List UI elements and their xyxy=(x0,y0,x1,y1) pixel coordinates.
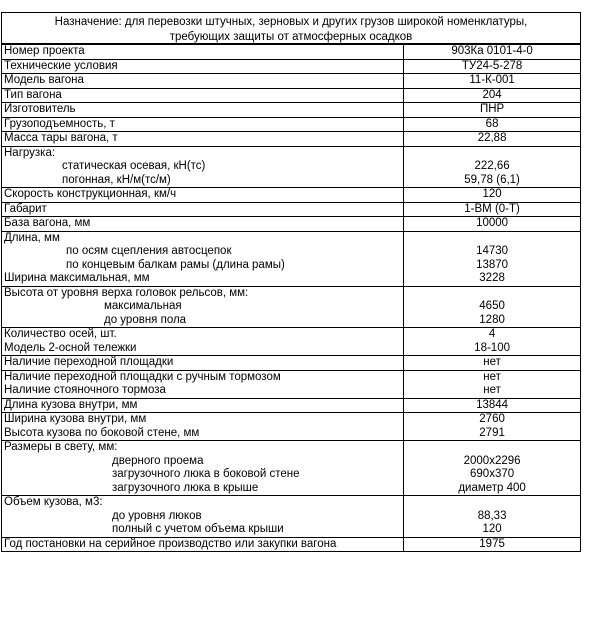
table-row xyxy=(2,328,581,356)
param-label: Год постановки на серийное производство или закупки вагона xyxy=(4,537,337,550)
param-value-cell xyxy=(404,217,581,232)
param-value xyxy=(406,496,578,510)
table-row xyxy=(2,370,581,398)
param-label-cell xyxy=(2,103,404,118)
param-value-cell xyxy=(404,45,581,60)
param-label: Объем кузова, м3: xyxy=(4,496,103,508)
param-value xyxy=(406,287,578,301)
param-label: Габарит xyxy=(4,202,47,215)
param-label: Технические условия xyxy=(4,59,118,72)
param-label: Модель 2-осной тележки xyxy=(4,341,137,354)
param-label: Тип вагона xyxy=(4,88,62,101)
param-value: 222,66 xyxy=(474,160,510,172)
table-row xyxy=(2,74,581,89)
param-label: до уровня люков xyxy=(112,509,202,522)
param-value-cell xyxy=(404,231,581,286)
param-label: Размеры в свету, мм: xyxy=(4,441,118,453)
table-row xyxy=(2,59,581,74)
spec-table xyxy=(1,44,581,552)
param-label-cell xyxy=(2,370,404,398)
param-value: ТУ24-5-278 xyxy=(461,59,523,72)
param-value xyxy=(406,441,578,455)
param-label: максимальная xyxy=(104,300,182,312)
param-label: статическая осевая, кН(тс) xyxy=(62,160,206,172)
param-value: 13870 xyxy=(476,258,509,271)
param-value: 14730 xyxy=(476,245,509,257)
param-label-cell xyxy=(2,537,404,552)
param-label: до уровня пола xyxy=(104,313,187,326)
param-label: полный с учетом объема крыши xyxy=(112,523,284,535)
table-row xyxy=(2,496,581,538)
param-value: 13844 xyxy=(476,398,509,411)
param-label-cell xyxy=(2,88,404,103)
param-label: Длина кузова внутри, мм xyxy=(4,398,138,411)
table-row xyxy=(2,45,581,60)
param-value-cell xyxy=(404,59,581,74)
param-label-cell xyxy=(2,117,404,132)
param-label: Модель вагона xyxy=(4,74,84,86)
param-label-cell xyxy=(2,59,404,74)
spec-sheet xyxy=(0,12,600,552)
param-value: 1280 xyxy=(479,313,505,326)
param-label-cell xyxy=(2,45,404,60)
param-label-cell xyxy=(2,217,404,232)
param-label: по концевым балкам рамы (длина рамы) xyxy=(66,258,285,271)
param-label: Нагрузка: xyxy=(4,146,56,159)
purpose-header xyxy=(1,12,581,44)
table-row xyxy=(2,441,581,496)
param-value: 68 xyxy=(485,117,499,130)
param-label-cell xyxy=(2,328,404,356)
param-value-cell xyxy=(404,88,581,103)
param-label-cell xyxy=(2,146,404,188)
table-row xyxy=(2,537,581,552)
param-value-cell xyxy=(404,132,581,147)
param-label-cell xyxy=(2,74,404,89)
param-label: Ширина максимальная, мм xyxy=(4,272,150,284)
param-label: загрузочного люка в боковой стене xyxy=(112,468,300,480)
param-label: База вагона, мм xyxy=(4,217,91,229)
param-label: Изготовитель xyxy=(4,103,76,115)
param-value: нет xyxy=(483,384,501,396)
table-row xyxy=(2,88,581,103)
param-value-cell xyxy=(404,537,581,552)
param-label-cell xyxy=(2,286,404,328)
param-value: 120 xyxy=(482,523,502,535)
table-row xyxy=(2,188,581,203)
param-value: ПНР xyxy=(479,103,505,115)
param-label: дверного проема xyxy=(112,454,204,467)
param-value: нет xyxy=(483,356,501,368)
param-value: 11-К-001 xyxy=(469,74,515,86)
table-row xyxy=(2,231,581,286)
param-value: 1-ВМ (0-Т) xyxy=(464,202,520,215)
table-row xyxy=(2,286,581,328)
param-label: Высота кузова по боковой стене, мм xyxy=(4,426,200,439)
param-value: 1975 xyxy=(479,537,505,550)
param-value: 88,33 xyxy=(477,509,507,522)
param-label-cell xyxy=(2,202,404,217)
param-value-cell xyxy=(404,328,581,356)
param-value-cell xyxy=(404,370,581,398)
table-row xyxy=(2,398,581,413)
param-label: Грузоподъемность, т xyxy=(4,117,115,130)
param-label: Наличие переходной площадки с ручным тормозом xyxy=(4,370,281,383)
param-label: Номер проекта xyxy=(4,45,85,57)
param-label-cell xyxy=(2,398,404,413)
param-value-cell xyxy=(404,356,581,371)
param-label: Количество осей, шт. xyxy=(4,328,117,340)
table-row xyxy=(2,217,581,232)
purpose-line-1: Назначение: для перевозки штучных, зерновых и других грузов широкой номенклатуры, xyxy=(54,16,528,28)
param-value: 2791 xyxy=(479,426,505,439)
param-value: 22,88 xyxy=(477,132,507,144)
param-value: 903Ка 0101-4-0 xyxy=(451,45,533,57)
param-label: Высота от уровня верха головок рельсов, мм: xyxy=(4,286,249,299)
table-row xyxy=(2,132,581,147)
param-value: 10000 xyxy=(476,217,509,229)
table-row xyxy=(2,103,581,118)
purpose-line-2: требующих защиты от атмосферных осадков xyxy=(169,31,413,43)
param-value xyxy=(406,147,578,161)
param-value-cell xyxy=(404,398,581,413)
param-value: 59,78 (6,1) xyxy=(464,173,520,186)
param-label-cell xyxy=(2,132,404,147)
param-label-cell xyxy=(2,413,404,441)
param-value-cell xyxy=(404,74,581,89)
param-value: 3228 xyxy=(479,272,505,284)
param-value-cell xyxy=(404,286,581,328)
table-row xyxy=(2,117,581,132)
param-label-cell xyxy=(2,188,404,203)
param-label-cell xyxy=(2,441,404,496)
param-label: по осям сцепления автосцепок xyxy=(66,245,232,257)
spec-table-body xyxy=(2,45,581,552)
param-label-cell xyxy=(2,356,404,371)
param-label: Скорость конструкционная, км/ч xyxy=(4,188,177,200)
param-label-cell xyxy=(2,231,404,286)
param-label: Наличие стояночного тормоза xyxy=(4,384,166,396)
param-label: загрузочного люка в крыше xyxy=(112,481,259,494)
param-value-cell xyxy=(404,413,581,441)
param-value: 2000x2296 xyxy=(463,454,521,467)
param-label: Масса тары вагона, т xyxy=(4,132,118,144)
param-label: погонная, кН/м(тс/м) xyxy=(62,173,171,186)
param-value-cell xyxy=(404,496,581,538)
param-value: 120 xyxy=(482,188,502,200)
param-value-cell xyxy=(404,103,581,118)
param-value-cell xyxy=(404,202,581,217)
param-value xyxy=(406,232,578,246)
param-value-cell xyxy=(404,441,581,496)
table-row xyxy=(2,356,581,371)
param-label: Ширина кузова внутри, мм xyxy=(4,413,147,425)
param-label-cell xyxy=(2,496,404,538)
param-value: диаметр 400 xyxy=(458,481,526,494)
param-value: 4650 xyxy=(479,300,505,312)
param-value: 690x370 xyxy=(470,468,515,480)
param-value-cell xyxy=(404,188,581,203)
table-row xyxy=(2,202,581,217)
param-label: Наличие переходной площадки xyxy=(4,356,174,368)
table-row xyxy=(2,146,581,188)
table-row xyxy=(2,413,581,441)
param-value: 4 xyxy=(488,328,496,340)
param-value: 18-100 xyxy=(474,341,510,354)
param-label: Длина, мм xyxy=(4,231,60,244)
param-value-cell xyxy=(404,146,581,188)
param-value: 204 xyxy=(482,88,502,101)
param-value: нет xyxy=(483,370,501,383)
param-value-cell xyxy=(404,117,581,132)
param-value: 2760 xyxy=(479,413,505,425)
